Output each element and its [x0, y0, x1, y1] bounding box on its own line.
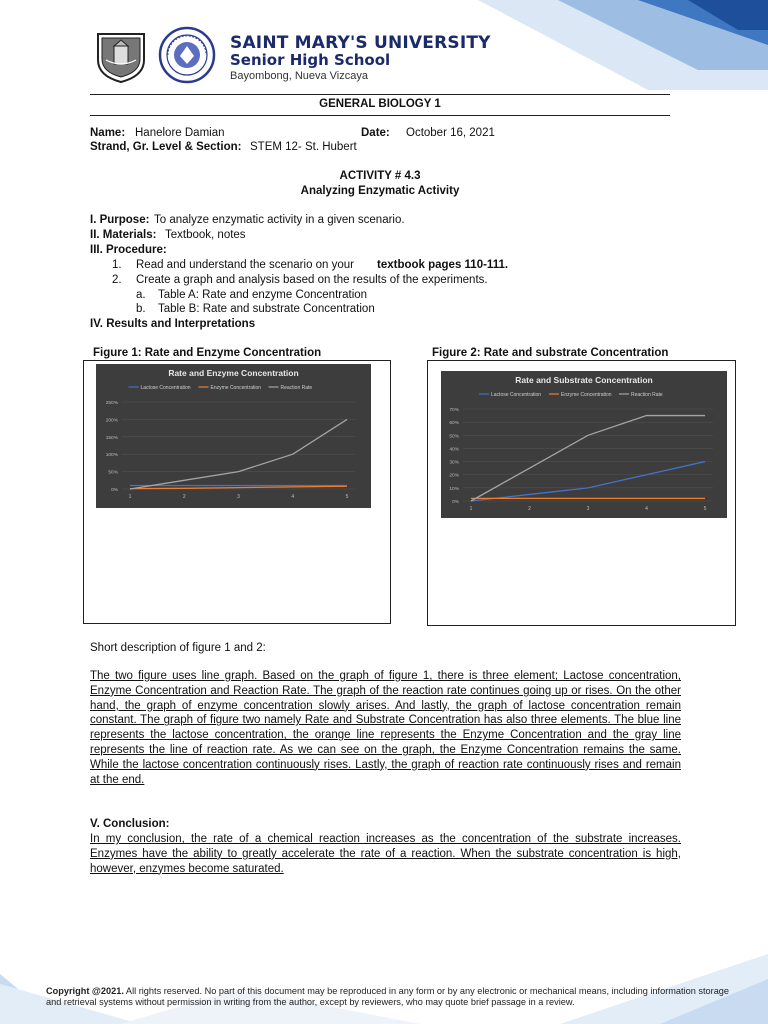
school-location: Bayombong, Nueva Vizcaya [230, 70, 368, 82]
x-tick-label: 5 [703, 506, 707, 512]
activity-title: Analyzing Enzymatic Activity [300, 185, 460, 197]
date-label: Date: [361, 127, 390, 139]
copyright-text: All rights reserved. No part of this document may be reproduced in any form or by any electronic or mechanical means, including information storage and retrieval systems without permission in writing from the author, except by reviewers, who may quote brief passage in a review. [46, 986, 730, 1007]
series-line [130, 486, 347, 488]
x-tick-label: 2 [182, 494, 186, 500]
x-tick-label: 3 [237, 494, 240, 500]
y-tick-label: 150% [105, 435, 118, 441]
y-tick-label: 200% [105, 418, 118, 424]
subject-title: GENERAL BIOLOGY 1 [319, 98, 441, 110]
top-rule [90, 94, 670, 95]
strand-value: STEM 12- St. Hubert [250, 141, 357, 153]
chart-title: Rate and Enzyme Concentration [168, 368, 299, 378]
y-tick-label: 50% [449, 434, 459, 440]
copyright-footer [46, 986, 746, 1008]
y-tick-label: 60% [449, 421, 459, 427]
y-tick-label: 40% [449, 447, 459, 453]
figure-2-frame [427, 360, 736, 626]
y-tick-label: 0% [452, 500, 459, 505]
x-tick-label: 2 [528, 506, 531, 512]
x-tick-label: 5 [345, 494, 349, 500]
step-1-number: 1. [112, 259, 122, 271]
y-tick-label: 50% [108, 470, 118, 476]
description-label: Short description of figure 1 and 2: [90, 642, 266, 654]
legend-label: Lactose Concentration [491, 392, 542, 398]
figure-2-line-chart [441, 371, 727, 518]
x-tick-label: 3 [586, 506, 590, 512]
step-1-text: Read and understand the scenario on your [136, 259, 355, 271]
materials-text: Textbook, notes [165, 229, 246, 241]
university-seal-logo [158, 26, 216, 84]
description-paragraph: The two figure uses line graph. Based on the graph of figure 1, there is three element; Lactose concentration, Enzyme Concentration and Reaction Rate. The graph of the reaction rate continues going up or rises. On the other hand, the graph of enzyme concentration slowly arises. And lastly, the graph of lactose concentration remain constant. The graph of figure two namely Rate and Substrate Concentration has also three elements. The blue line represents the lactose concentration, the orange line represents the Enzyme Concentration and the gray line represents the line of reaction rate. As we can see on the graph, the Enzyme Concentration remains the same. While the lactose concentration continuously rises. Lastly, the graph of reaction rate continuously rises and remain at the end. [90, 670, 681, 786]
legend-label: Lactose Concentration [140, 385, 191, 391]
purpose-label: I. Purpose: [90, 214, 150, 226]
legend-label: Enzyme Concentration [561, 392, 612, 398]
step-2-text: Create a graph and analysis based on the results of the experiments. [136, 274, 488, 286]
document-header [92, 26, 652, 86]
student-name: Hanelore Damian [135, 127, 225, 139]
materials-label: II. Materials: [90, 229, 157, 241]
school-seal-logo [92, 26, 150, 84]
y-tick-label: 0% [111, 488, 118, 493]
x-tick-label: 1 [128, 494, 132, 500]
figure-2-chart [441, 371, 727, 518]
copyright-label: Copyright @2021. [46, 986, 124, 996]
footer-decoration [0, 934, 768, 1024]
step-2-number: 2. [112, 274, 122, 286]
figure-1-line-chart [96, 364, 371, 508]
x-tick-label: 1 [469, 506, 473, 512]
procedure-label: III. Procedure: [90, 244, 167, 256]
conclusion-paragraph: In my conclusion, the rate of a chemical reaction increases as the concentration of the substrate increases. Enzymes have the ability to greatly accelerate the rate of a reaction. When the substrate concentration is high, however, enzymes become saturated. [90, 833, 681, 875]
y-tick-label: 10% [449, 486, 459, 492]
purpose-text: To analyze enzymatic activity in a given scenario. [154, 214, 405, 226]
y-tick-label: 250% [105, 401, 118, 406]
figure-1-chart [96, 364, 371, 508]
subject-rule [90, 115, 670, 116]
figure-1-caption: Figure 1: Rate and Enzyme Concentration [93, 347, 322, 359]
activity-number: ACTIVITY # 4.3 [339, 170, 421, 182]
y-tick-label: 70% [449, 408, 459, 413]
name-label: Name: [90, 127, 126, 139]
figure-1-frame [83, 360, 391, 624]
activity-date: October 16, 2021 [406, 127, 495, 139]
x-tick-label: 4 [291, 494, 295, 500]
step-2a-text: Table A: Rate and enzyme Concentration [158, 289, 368, 301]
step-2b-text: Table B: Rate and substrate Concentration [158, 303, 375, 315]
step-2a-letter: a. [136, 289, 146, 301]
legend-label: Enzyme Concentration [210, 385, 262, 391]
y-tick-label: 20% [449, 473, 459, 479]
y-tick-label: 100% [105, 453, 118, 459]
x-tick-label: 4 [645, 506, 648, 512]
step-2b-letter: b. [136, 303, 146, 315]
legend-label: Reaction Rate [280, 385, 313, 391]
school-name: Senior High School [230, 51, 391, 69]
university-name: SAINT MARY'S UNIVERSITY [230, 33, 491, 53]
chart-title: Rate and Substrate Concentration [515, 375, 653, 385]
results-label: IV. Results and Interpretations [90, 318, 256, 330]
figure-2-caption: Figure 2: Rate and substrate Concentration [432, 347, 669, 359]
strand-label: Strand, Gr. Level & Section: [90, 141, 242, 153]
legend-label: Reaction Rate [631, 392, 663, 398]
y-tick-label: 30% [449, 460, 459, 466]
step-1-pages: textbook pages 110-111. [377, 259, 509, 271]
conclusion-label: V. Conclusion: [90, 818, 170, 830]
